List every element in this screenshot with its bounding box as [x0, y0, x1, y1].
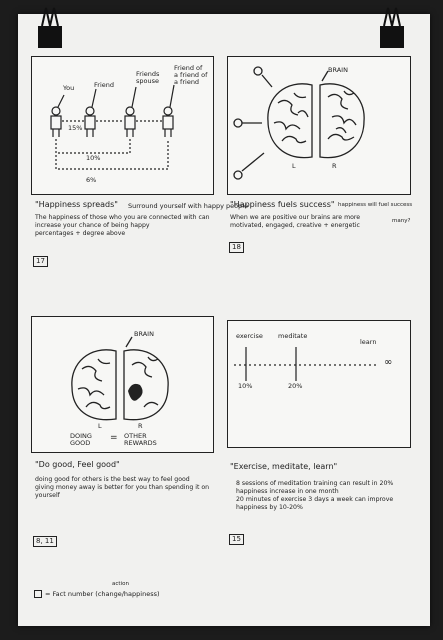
label-meditate: meditate: [278, 332, 308, 340]
label-exercise: exercise: [236, 332, 263, 340]
fact-number-17: 17: [33, 256, 48, 267]
label-friends-spouse: Friends spouse: [136, 70, 160, 85]
label-right: R: [138, 422, 143, 430]
panel-17-frame: [31, 56, 214, 195]
label-other-rewards: OTHER REWARDS: [124, 432, 157, 447]
panel-15-frame: [227, 320, 411, 448]
person-you-icon: [51, 107, 61, 137]
label-infinity: ∞: [384, 357, 393, 368]
label-10-percent: 10%: [238, 382, 253, 390]
binder-clip-right: [378, 6, 406, 52]
panel-15-title: "Exercise, meditate, learn": [230, 462, 338, 471]
brain-highlight-area: [128, 384, 143, 401]
fact-number-18: 18: [229, 242, 244, 253]
label-friend: Friend: [94, 81, 114, 89]
bullet-item: The happiness of those who you are connected with can increase your chance of being happy: [35, 214, 210, 229]
bullet-item: When we are positive our brains are more motivated, engaged, creative + energetic: [230, 214, 361, 229]
panel-18-drawing: [228, 57, 410, 194]
panel-8-11-bullets: [35, 476, 213, 500]
bullet-item: doing good for others is the best way to feel good: [35, 476, 190, 483]
binder-clip-left: [36, 6, 64, 52]
label-friend-of-friend: Friend of a friend of a friend: [174, 64, 208, 86]
brain-left-hemisphere: [268, 84, 312, 158]
person-spouse-icon: [125, 107, 135, 137]
panel-18-side-note: many?: [392, 218, 411, 224]
person-friend-icon: [85, 107, 95, 137]
panel-8-11-drawing: [32, 317, 213, 452]
bullet-item: percentages + degree above: [35, 230, 126, 237]
legend-text: = Fact number: [45, 590, 94, 598]
label-brain: BRAIN: [134, 330, 154, 338]
label-brain: BRAIN: [328, 66, 348, 74]
legend-superscript: action: [112, 581, 129, 587]
panel-18-bullets: [230, 214, 388, 230]
label-6-percent: 6%: [86, 176, 97, 184]
legend-action: (change/happiness): [95, 590, 160, 598]
label-learn: learn: [360, 338, 377, 346]
fact-number-8-11: 8, 11: [33, 536, 57, 547]
brain-left-hemisphere: [72, 350, 116, 420]
panel-17-note: Surround yourself with happy people: [128, 202, 249, 210]
label-20-percent: 20%: [288, 382, 303, 390]
label-doing-good: DOING GOOD: [70, 432, 92, 447]
label-right: R: [332, 162, 337, 170]
brain-right-hemisphere: [124, 350, 168, 420]
panel-17-bullets: [35, 214, 213, 238]
panel-8-11-frame: [31, 316, 214, 453]
bullet-item: 8 sessions of meditation training can result in 20% happiness increase in one month: [236, 480, 394, 495]
label-left: L: [98, 422, 102, 430]
person-friend-of-friend-icon: [163, 107, 173, 137]
bullet-item: giving money away is better for you than spending it on yourself: [35, 484, 210, 499]
label-10-percent: 10%: [86, 154, 101, 162]
legend: [34, 581, 160, 598]
panel-15-bullets: [236, 480, 406, 512]
label-equals: =: [110, 433, 118, 443]
label-left: L: [292, 162, 296, 170]
label-you: You: [63, 84, 75, 92]
panel-17-title: "Happiness spreads": [35, 200, 118, 209]
fact-number-15: 15: [229, 534, 244, 545]
panel-18-note: happiness will fuel success: [338, 202, 413, 208]
panel-8-11-title: "Do good, Feel good": [35, 460, 120, 469]
panel-18-title: "Happiness fuels success": [230, 200, 335, 209]
bullet-item: 20 minutes of exercise 3 days a week can improve happiness by 10-20%: [236, 496, 394, 511]
panel-18-frame: [227, 56, 411, 195]
legend-box-icon: [34, 590, 42, 598]
brain-right-hemisphere: [320, 84, 364, 158]
label-15-percent: 15%: [68, 124, 83, 132]
